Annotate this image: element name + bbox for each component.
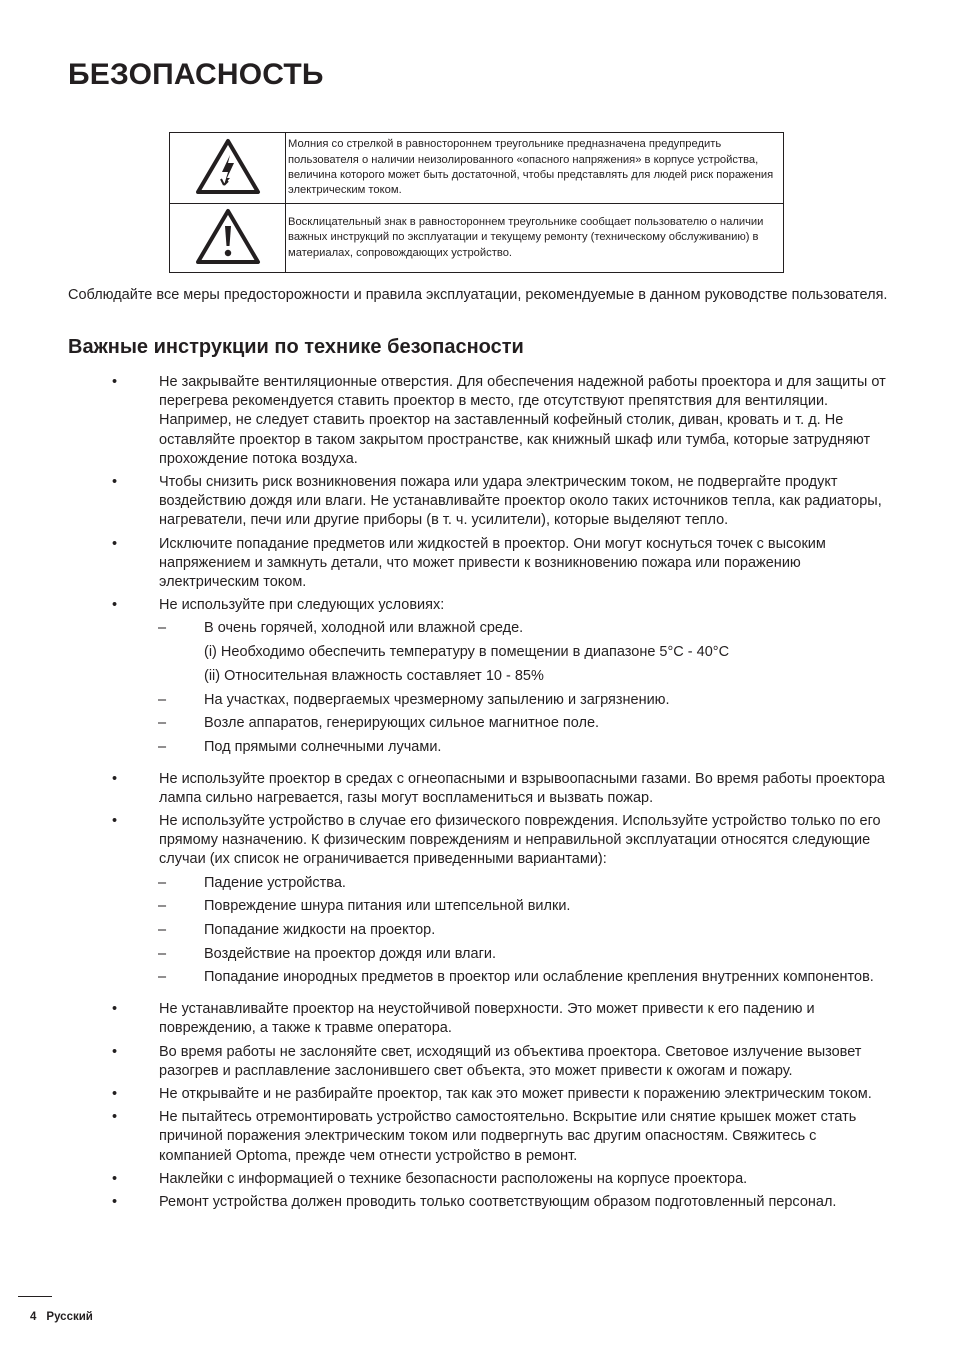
- exclamation-triangle-icon: [193, 206, 263, 266]
- sub-item-text: Повреждение шнура питания или штепсельной вилки.: [204, 898, 571, 915]
- sub-item: [68, 897, 888, 916]
- item-text: Не используйте при следующих условиях:: [159, 597, 445, 614]
- dash: –: [158, 945, 167, 962]
- item-text: Чтобы снизить риск возникновения пожара или удара электрическим током, не подвергайте продукт воздействию дождя или влаги. Не устанавливайте проектор около таких источников тепла, как радиаторы, нагреватели, печи или другие приборы (в т. ч. усилители), которые выделяют тепло.: [159, 474, 882, 529]
- list-item: [68, 1108, 888, 1166]
- list-item: [68, 1170, 888, 1189]
- sub-item: [68, 921, 888, 940]
- sub-note: (ii) Относительная влажность составляет 10 - 85%: [204, 667, 544, 684]
- page-title: БЕЗОПАСНОСТЬ: [68, 58, 324, 91]
- list-item: [68, 1043, 888, 1081]
- list-item: [68, 1000, 888, 1038]
- item-text: Не пытайтесь отремонтировать устройство самостоятельно. Вскрытие или снятие крышек может стать причиной поражения электрическим током или подвергнуть вас другим опасностям. Свяжитесь с компанией Optoma, прежде чем отнести устройство в ремонт.: [159, 1109, 857, 1164]
- dash: –: [158, 874, 167, 891]
- list-item: [68, 812, 888, 870]
- dash: –: [158, 738, 167, 755]
- warning-icon-cell: [170, 204, 286, 273]
- warning-icon-cell: [170, 133, 286, 204]
- dash: –: [158, 620, 167, 637]
- intro-text: Соблюдайте все меры предосторожности и правила эксплуатации, рекомендуемые в данном руководстве пользователя.: [68, 287, 888, 303]
- sub-item-text: В очень горячей, холодной или влажной среде.: [204, 620, 524, 637]
- list-item: [68, 373, 888, 469]
- warning-text-electric: Молния со стрелкой в равностороннем треугольнике предназначена предупредить пользователя о наличии неизолированного «опасного напряжения» в корпусе устройства, величина которого может быть достаточной, чтобы представлять для людей риск поражения электрическим током.: [286, 133, 784, 204]
- bullet: •: [112, 1194, 118, 1211]
- dash: –: [158, 969, 167, 986]
- lightning-triangle-icon: [193, 136, 263, 196]
- section-heading: Важные инструкции по технике безопасности: [68, 336, 524, 358]
- sub-item-text: Воздействие на проектор дождя или влаги.: [204, 945, 497, 962]
- sub-item-text: Попадание жидкости на проектор.: [204, 922, 436, 939]
- bullet: •: [112, 813, 118, 830]
- bullet: •: [112, 1043, 118, 1060]
- item-text: Исключите попадание предметов или жидкостей в проектор. Они могут коснуться точек с высоким напряжением и замкнуть детали, что может привести к возникновению пожара или поражению электрическим током.: [159, 535, 826, 591]
- dash: –: [158, 898, 167, 915]
- safety-instructions-list: [68, 373, 888, 1216]
- list-item: [68, 770, 888, 808]
- sub-item-text: Под прямыми солнечными лучами.: [204, 738, 442, 755]
- bullet: •: [112, 1086, 118, 1102]
- sub-item: [68, 874, 888, 893]
- sub-item: [68, 738, 888, 757]
- list-item: [68, 1193, 888, 1212]
- bullet: •: [112, 1109, 118, 1126]
- bullet: •: [112, 1001, 118, 1018]
- item-text: Не открывайте и не разбирайте проектор, так как это может привести к поражению электрическим током.: [159, 1086, 872, 1102]
- sub-item: [68, 691, 888, 710]
- sub-item: [68, 714, 888, 733]
- item-text: Не используйте проектор в средах с огнеопасными и взрывоопасными газами. Во время работы проектора лампа сильно нагревается, газы могут воспламениться и вызвать пожар.: [159, 770, 885, 806]
- sub-item-text: Падение устройства.: [204, 874, 346, 891]
- footer-language: Русский: [46, 1311, 93, 1323]
- warning-row-electric: [170, 133, 784, 204]
- sub-item-text: На участках, подвергаемых чрезмерному запылению и загрязнению.: [204, 691, 670, 708]
- list-item: [68, 473, 888, 531]
- item-text: Не устанавливайте проектор на неустойчивой поверхности. Это может привести к его падению и повреждению, а также к травме оператора.: [159, 1001, 815, 1037]
- list-item: [68, 1085, 888, 1104]
- sub-note: (i) Необходимо обеспечить температуру в помещении в диапазоне 5°C - 40°C: [204, 644, 730, 661]
- sub-item-text: Попадание инородных предметов в проектор или ослабление крепления внутренних компонентов.: [204, 969, 874, 986]
- warning-text-instructions: Восклицательный знак в равностороннем треугольнике сообщает пользователю о наличии важных инструкций по эксплуатации и текущему ремонту (техническому обслуживанию) в материалах, сопровождающих устройство.: [286, 204, 784, 273]
- item-text: Не используйте устройство в случае его физического повреждения. Используйте устройство только по его прямому назначению. К физическим повреждениям и неправильной эксплуатации относятся следующие случаи (их список не ограничивается приведенными вариантами):: [159, 813, 881, 868]
- bullet: •: [112, 1170, 118, 1187]
- list-item: [68, 596, 888, 615]
- bullet: •: [112, 770, 118, 787]
- page-footer: [30, 1311, 93, 1323]
- bullet: •: [112, 374, 118, 390]
- warning-row-instructions: [170, 204, 784, 273]
- dash: –: [158, 691, 167, 708]
- sub-item: [68, 619, 888, 638]
- item-text: Наклейки с информацией о технике безопасности расположены на корпусе проектора.: [159, 1170, 748, 1187]
- sub-item: [68, 945, 888, 964]
- bullet: •: [112, 535, 118, 552]
- sub-item-text: Возле аппаратов, генерирующих сильное магнитное поле.: [204, 715, 600, 732]
- dash: –: [158, 922, 167, 939]
- footer-rule: [18, 1296, 52, 1297]
- list-item: [68, 535, 888, 593]
- bullet: •: [112, 474, 118, 491]
- dash: –: [158, 715, 167, 732]
- warning-symbols-table: [169, 132, 784, 273]
- sub-item: [68, 968, 888, 987]
- item-text: Не закрывайте вентиляционные отверстия. Для обеспечения надежной работы проектора и для защиты от перегрева рекомендуется ставить проектор в место, где отсутствуют препятствия для вентиляции. Например, не следует ставить проектор на заставленный кофейный столик, диван, кровать и т. д. Не оставляйте проектор в таком закрытом пространстве, как книжный шкаф или тумба, которые затрудняют прохождение потока воздуха.: [159, 374, 886, 467]
- item-text: Ремонт устройства должен проводить только соответствующим образом подготовленный персонал.: [159, 1194, 837, 1211]
- page-number: 4: [30, 1311, 37, 1323]
- item-text: Во время работы не заслоняйте свет, исходящий из объектива проектора. Световое излучение вызовет разогрев и расплавление заслонившего свет объекта, это может привести к ожогам и пожару.: [159, 1043, 862, 1079]
- bullet: •: [112, 597, 118, 614]
